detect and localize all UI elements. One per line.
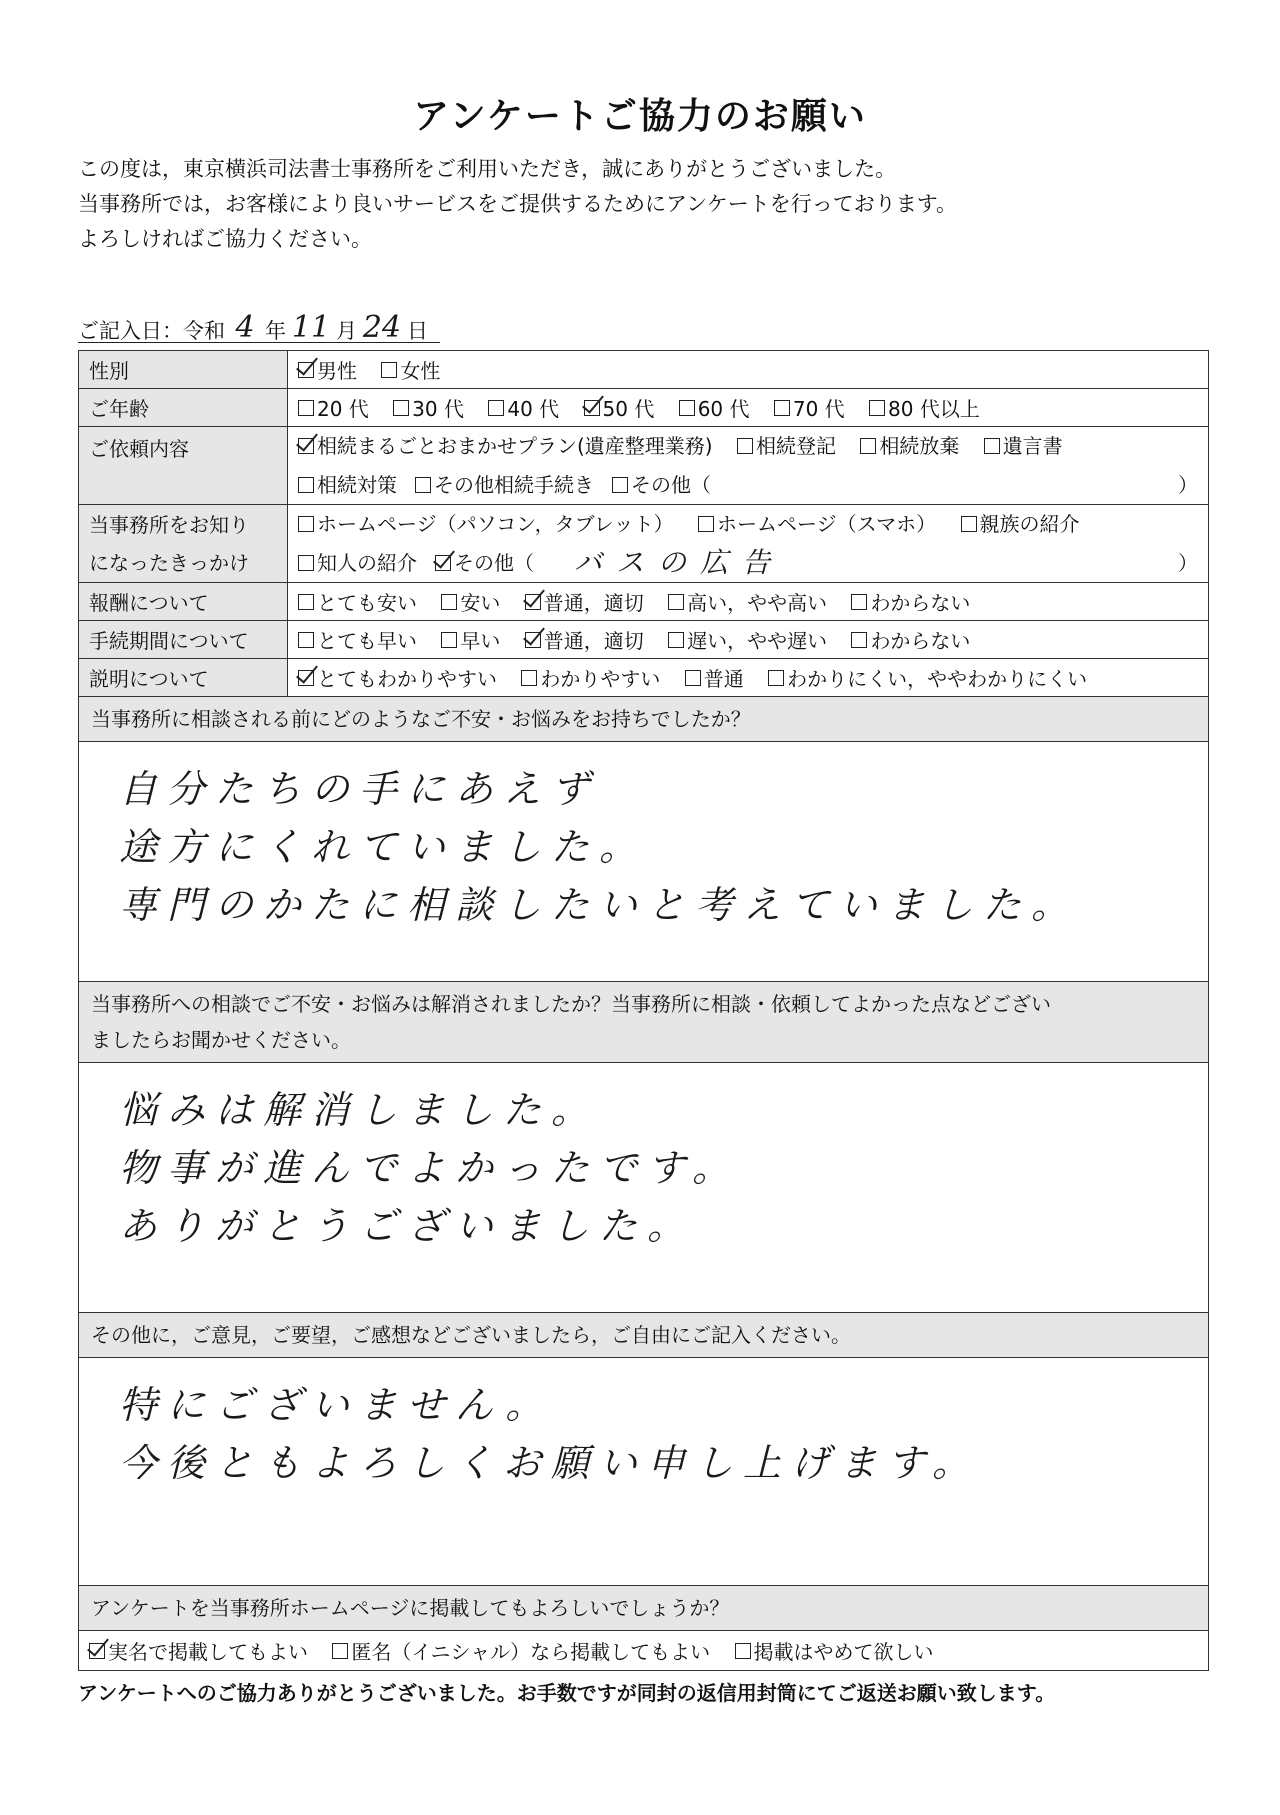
option-label: とても早い — [317, 629, 417, 653]
date-month-unit: 月 — [336, 319, 357, 343]
period-option[interactable] — [668, 625, 827, 654]
publish-options-row — [79, 1631, 1209, 1671]
option-label: その他（ — [631, 473, 711, 497]
fee-row — [79, 583, 1209, 621]
period-row — [79, 621, 1209, 659]
option-label: 80 代以上 — [888, 397, 980, 421]
publish-option[interactable] — [735, 1636, 934, 1665]
checkbox[interactable] — [961, 516, 977, 532]
date-label: ご記入日：令和 — [78, 319, 225, 343]
checkbox[interactable] — [851, 594, 867, 610]
request-label: ご依頼内容 — [79, 427, 288, 505]
fee-option[interactable] — [668, 587, 827, 616]
request-row — [79, 427, 1209, 505]
option-label: その他相続手続き — [434, 473, 594, 497]
age-option[interactable] — [488, 393, 559, 422]
checkbox[interactable] — [679, 400, 695, 416]
gender-male-option[interactable] — [298, 355, 357, 384]
intro-text — [78, 152, 957, 257]
q1-question: 当事務所に相談される前にどのようなご不安・お悩みをお持ちでしたか？ — [79, 697, 1209, 742]
q2-answer-line: 物事が進んでよかったです。 — [119, 1146, 740, 1190]
option-label: 50 代 — [602, 397, 655, 421]
source-options — [288, 505, 1209, 583]
option-label: 実名で掲載してもよい — [108, 1640, 308, 1664]
date-day-unit: 日 — [407, 319, 428, 343]
q1-answer-area[interactable] — [79, 742, 1209, 982]
source-option[interactable] — [698, 505, 936, 543]
option-label: 40 代 — [507, 397, 560, 421]
date-year[interactable]: 4 — [235, 310, 255, 345]
entry-date — [78, 310, 428, 345]
checkbox[interactable] — [488, 400, 504, 416]
checkbox[interactable] — [851, 632, 867, 648]
checkbox[interactable] — [984, 438, 1000, 454]
checkbox-checked[interactable] — [298, 438, 314, 454]
option-label: わかりやすい — [540, 667, 661, 691]
gender-female-option[interactable] — [381, 355, 440, 384]
age-option[interactable] — [869, 393, 980, 422]
option-label: 遅い，やや遅い — [687, 629, 828, 653]
option-label: 男性 — [317, 359, 357, 383]
checkbox-checked[interactable] — [525, 594, 541, 610]
request-option[interactable] — [298, 466, 397, 504]
gender-label: 性別 — [79, 351, 288, 389]
explanation-row — [79, 659, 1209, 697]
checkbox[interactable] — [668, 632, 684, 648]
fee-options — [288, 583, 1209, 621]
age-option[interactable] — [298, 393, 369, 422]
option-label: 60 代 — [697, 397, 750, 421]
option-label: 相続放棄 — [879, 434, 960, 458]
option-label: 匿名（イニシャル）なら掲載してもよい — [351, 1640, 711, 1664]
intro-line: この度は，東京横浜司法書士事務所をご利用いただき，誠にありがとうございました。 — [78, 157, 897, 181]
option-label: 70 代 — [792, 397, 845, 421]
intro-line: 当事務所では，お客様により良いサービスをご提供するためにアンケートを行っております。 — [78, 192, 958, 216]
option-label: わからない — [870, 629, 971, 653]
checkbox[interactable] — [869, 400, 885, 416]
source-row — [79, 505, 1209, 583]
source-option[interactable] — [961, 505, 1080, 543]
checkbox[interactable] — [381, 362, 397, 378]
option-label: わからない — [870, 591, 971, 615]
age-label: ご年齢 — [79, 389, 288, 427]
source-other-text[interactable]: バスの広告 — [574, 546, 785, 579]
request-option[interactable] — [860, 427, 959, 465]
q1-answer-line: 途方にくれていました。 — [119, 825, 648, 869]
period-option[interactable] — [851, 625, 970, 654]
close-paren: ） — [1178, 551, 1198, 575]
request-options — [288, 427, 1209, 505]
checkbox-checked[interactable] — [298, 362, 314, 378]
period-option[interactable] — [441, 625, 500, 654]
gender-row — [79, 351, 1209, 389]
checkbox-checked[interactable] — [89, 1643, 105, 1659]
source-line — [298, 505, 1198, 544]
age-row — [79, 389, 1209, 427]
age-options — [288, 389, 1209, 427]
option-label: 知人の紹介 — [317, 551, 417, 575]
checkbox[interactable] — [393, 400, 409, 416]
source-option[interactable] — [298, 505, 674, 543]
option-label: とてもわかりやすい — [317, 667, 497, 691]
publish-question: アンケートを当事務所ホームページに掲載してもよろしいでしょうか？ — [79, 1586, 1209, 1631]
explanation-option[interactable] — [521, 663, 660, 692]
checkbox-checked[interactable] — [525, 632, 541, 648]
checkbox[interactable] — [298, 632, 314, 648]
checkbox[interactable] — [332, 1643, 348, 1659]
intro-line: よろしければご協力ください。 — [78, 227, 372, 251]
period-option[interactable] — [525, 625, 644, 654]
option-label: 掲載はやめて欲しい — [753, 1640, 934, 1664]
checkbox[interactable] — [735, 1643, 751, 1659]
request-option[interactable] — [737, 427, 836, 465]
option-label: 普通 — [703, 667, 744, 691]
q1-answer-row — [79, 742, 1209, 982]
explanation-option[interactable] — [298, 663, 497, 692]
q2-answer-line: ありがとうございました。 — [119, 1204, 696, 1248]
option-label: とても安い — [317, 591, 417, 615]
checkbox[interactable] — [298, 477, 314, 493]
survey-table — [78, 350, 1209, 1671]
fee-option[interactable] — [525, 587, 644, 616]
explanation-option[interactable] — [685, 663, 744, 692]
request-option[interactable] — [612, 466, 711, 504]
option-label: 遺言書 — [1002, 434, 1063, 458]
q2-question — [79, 982, 1209, 1063]
request-option[interactable] — [984, 427, 1063, 465]
publish-option[interactable] — [332, 1636, 710, 1665]
date-year-unit: 年 — [265, 319, 286, 343]
q3-question-row — [79, 1313, 1209, 1358]
gender-options — [288, 351, 1209, 389]
checkbox[interactable] — [415, 477, 431, 493]
checkbox[interactable] — [612, 477, 628, 493]
date-day[interactable]: 24 — [362, 310, 402, 345]
date-month[interactable]: 11 — [291, 310, 331, 345]
close-paren: ） — [1178, 473, 1198, 497]
publish-options — [79, 1631, 1209, 1671]
checkbox-checked[interactable] — [584, 400, 600, 416]
option-label: 30 代 — [412, 397, 464, 421]
fee-option[interactable] — [851, 587, 970, 616]
q2-answer-row — [79, 1063, 1209, 1313]
source-option[interactable] — [435, 544, 534, 582]
checkbox[interactable] — [521, 670, 537, 686]
checkbox[interactable] — [774, 400, 790, 416]
source-label-line: になったきっかけ — [89, 550, 249, 575]
q3-answer-area[interactable] — [79, 1358, 1209, 1586]
period-label: 手続期間について — [79, 621, 288, 659]
source-label-line: 当事務所をお知り — [89, 512, 249, 537]
option-label: 普通，適切 — [543, 629, 644, 653]
publish-question-row — [79, 1586, 1209, 1631]
q1-answer-line: 専門のかたに相談したいと考えていました。 — [119, 883, 1080, 927]
source-line — [298, 544, 1198, 582]
option-label: 女性 — [400, 359, 441, 383]
checkbox-checked[interactable] — [298, 670, 314, 686]
q1-answer-line: 自分たちの手にあえず — [119, 767, 600, 811]
option-label: ホームページ（パソコン，タブレット） — [317, 512, 674, 536]
fee-option[interactable] — [441, 587, 500, 616]
explanation-options — [288, 659, 1209, 697]
q1-question-row — [79, 697, 1209, 742]
source-label — [79, 505, 288, 583]
q3-answer-line: 特にございません。 — [119, 1383, 554, 1427]
age-option[interactable] — [679, 393, 750, 422]
option-label: 高い，やや高い — [687, 591, 828, 615]
checkbox[interactable] — [441, 594, 457, 610]
request-line — [298, 466, 1198, 504]
age-option[interactable] — [774, 393, 845, 422]
checkbox[interactable] — [698, 516, 714, 532]
checkbox[interactable] — [298, 594, 314, 610]
q2-answer-line: 悩みは解消しました。 — [119, 1088, 600, 1132]
option-label: 早い — [460, 629, 501, 653]
checkbox[interactable] — [441, 632, 457, 648]
request-option[interactable] — [415, 466, 594, 504]
option-label: 相続対策 — [317, 473, 397, 497]
q2-question-row — [79, 982, 1209, 1063]
explanation-option[interactable] — [768, 663, 1087, 692]
option-label: 安い — [460, 591, 501, 615]
footer-note: アンケートへのご協力ありがとうございました。お手数ですが同封の返信用封筒にてご返送お願い致します。 — [78, 1681, 1056, 1705]
q3-answer-row — [79, 1358, 1209, 1586]
checkbox[interactable] — [298, 516, 314, 532]
checkbox[interactable] — [668, 594, 684, 610]
option-label: 相続まるごとおまかせプラン(遺産整理業務) — [317, 434, 713, 458]
checkbox[interactable] — [768, 670, 784, 686]
period-option[interactable] — [298, 625, 417, 654]
checkbox[interactable] — [860, 438, 876, 454]
option-label: 普通，適切 — [543, 591, 644, 615]
q3-question: その他に，ご意見，ご要望，ご感想などございましたら，ご自由にご記入ください。 — [79, 1313, 1209, 1358]
age-option[interactable] — [393, 393, 464, 422]
option-label: 親族の紹介 — [979, 512, 1080, 536]
option-label: 相続登記 — [755, 434, 836, 458]
explanation-label: 説明について — [79, 659, 288, 697]
checkbox[interactable] — [737, 438, 753, 454]
checkbox-checked[interactable] — [435, 555, 451, 571]
q3-answer-line: 今後ともよろしくお願い申し上げます。 — [119, 1441, 980, 1485]
q2-answer-area[interactable] — [79, 1063, 1209, 1313]
age-option[interactable] — [584, 393, 655, 422]
option-label: ホームページ（スマホ） — [716, 512, 937, 536]
source-option[interactable] — [298, 544, 417, 582]
q2-question-line: 当事務所への相談でご不安・お悩みは解消されましたか？当事務所に相談・依頼してよかった点などござい — [91, 992, 1051, 1016]
option-label: その他（ — [454, 551, 534, 575]
fee-option[interactable] — [298, 587, 417, 616]
option-label: わかりにくい，ややわかりにくい — [787, 667, 1088, 691]
fee-label: 報酬について — [79, 583, 288, 621]
form-title: アンケートご協力のお願い — [413, 96, 867, 137]
checkbox[interactable] — [298, 400, 314, 416]
q2-question-line: ましたらお聞かせください。 — [91, 1028, 351, 1052]
period-options — [288, 621, 1209, 659]
checkbox[interactable] — [685, 670, 701, 686]
request-option[interactable] — [298, 427, 713, 465]
request-line — [298, 427, 1198, 466]
date-underline — [78, 342, 440, 343]
checkbox[interactable] — [298, 555, 314, 571]
option-label: 20 代 — [317, 397, 369, 421]
publish-option[interactable] — [89, 1636, 308, 1665]
